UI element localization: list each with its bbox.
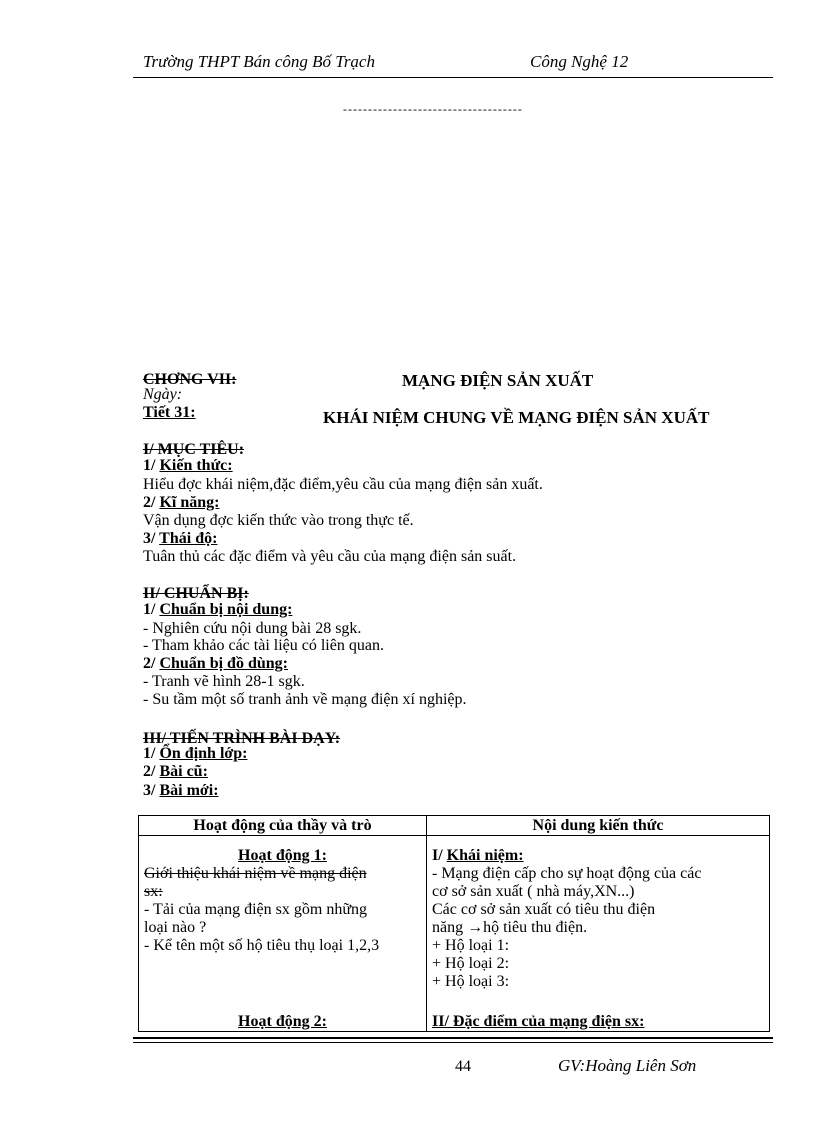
chapter-title: MẠNG ĐIỆN SẢN XUẤT bbox=[402, 371, 594, 390]
subject-name: Công Nghệ 12 bbox=[530, 52, 629, 71]
activity-1-line: sx: bbox=[144, 883, 163, 900]
skills-heading bbox=[143, 494, 219, 512]
content-1-number: I/ bbox=[432, 847, 443, 864]
materials-prep-label: Chuẩn bị đồ dùng: bbox=[159, 655, 288, 672]
class-stabilize-label: Ổn định lớp: bbox=[159, 745, 248, 762]
lesson-table bbox=[138, 815, 770, 1032]
skills-label: Kĩ năng: bbox=[159, 494, 220, 511]
lesson-title: KHÁI NIỆM CHUNG VỀ MẠNG ĐIỆN SẢN XUẤT bbox=[323, 408, 710, 427]
knowledge-number: 1/ bbox=[143, 457, 156, 474]
materials-prep-number: 2/ bbox=[143, 655, 156, 672]
new-lesson-number: 3/ bbox=[143, 782, 156, 799]
skills-number: 2/ bbox=[143, 494, 156, 511]
new-lesson-heading bbox=[143, 782, 219, 800]
content-1-line: cơ sở sản xuất ( nhà máy,XN...) bbox=[432, 883, 635, 900]
activity-1-title: Hoạt động 1: bbox=[238, 847, 327, 864]
content-prep-item: - Tham khảo các tài liệu có liên quan. bbox=[143, 637, 384, 654]
content-prep-heading bbox=[143, 601, 292, 619]
teacher-name: GV:Hoàng Liên Sơn bbox=[558, 1056, 697, 1075]
content-1-line: + Hộ loại 2: bbox=[432, 955, 510, 972]
content-1-heading bbox=[432, 836, 764, 865]
content-2-title: II/ Đặc điểm của mạng điện sx: bbox=[432, 1013, 645, 1030]
content-1-line: Các cơ sở sản xuất có tiêu thu điện bbox=[432, 901, 656, 918]
col-content-header: Nội dung kiến thức bbox=[427, 816, 770, 836]
class-stabilize-heading bbox=[143, 745, 247, 763]
objectives-heading: I/ MỤC TIÊU: bbox=[143, 441, 245, 458]
content-1-line: năng →hộ tiêu thu điện. bbox=[432, 919, 588, 936]
content-prep-label: Chuẩn bị nội dung: bbox=[159, 601, 293, 618]
col-activities-header: Hoạt động của thầy và trò bbox=[139, 816, 427, 836]
school-name: Trường THPT Bán công Bố Trạch bbox=[143, 52, 375, 71]
attitude-number: 3/ bbox=[143, 530, 156, 547]
old-lesson-number: 2/ bbox=[143, 763, 156, 780]
content-cell bbox=[427, 836, 770, 1032]
footer-rule-thin bbox=[133, 1042, 773, 1043]
old-lesson-label: Bài cũ: bbox=[159, 763, 208, 780]
knowledge-text: Hiểu đợc khái niệm,đặc điểm,yêu cầu của mạng điện sản xuất. bbox=[143, 476, 543, 493]
attitude-text: Tuân thủ các đặc điểm và yêu cầu của mạng điện sản suất. bbox=[143, 548, 517, 565]
table-row bbox=[139, 836, 770, 1032]
content-1-title: Khái niệm: bbox=[446, 847, 524, 864]
process-heading: III/ TIẾN TRÌNH BÀI DẠY: bbox=[143, 730, 341, 747]
preparation-heading: II/ CHUẨN BỊ: bbox=[143, 585, 249, 602]
content-1-line: - Mạng điện cấp cho sự hoạt động của các bbox=[432, 865, 702, 882]
attitude-label: Thái độ: bbox=[159, 530, 218, 547]
dash-separator: ------------------------------------ bbox=[343, 102, 523, 116]
knowledge-heading bbox=[143, 457, 233, 475]
table-header-row bbox=[139, 816, 770, 836]
activity-1-line: - Kể tên một số hộ tiêu thụ loại 1,2,3 bbox=[144, 937, 380, 954]
skills-text: Vận dụng đợc kiến thức vào trong thực tế. bbox=[143, 512, 414, 529]
activity-1-line: - Tải của mạng điện sx gồm những bbox=[144, 901, 367, 918]
activity-1-line: Giới thiệu khái niệm về mạng điện bbox=[144, 865, 367, 882]
knowledge-label: Kiến thức: bbox=[159, 457, 233, 474]
content-1-line: + Hộ loại 1: bbox=[432, 937, 510, 954]
old-lesson-heading bbox=[143, 763, 208, 781]
content-prep-number: 1/ bbox=[143, 601, 156, 618]
materials-prep-item: - Su tầm một số tranh ảnh về mạng điện xí nghiệp. bbox=[143, 691, 467, 708]
activity-1-line: loại nào ? bbox=[144, 919, 207, 936]
date-label: Ngày: bbox=[143, 386, 183, 403]
footer-rule bbox=[133, 1037, 773, 1039]
materials-prep-heading bbox=[143, 655, 288, 673]
content-prep-item: - Nghiên cứu nội dung bài 28 sgk. bbox=[143, 620, 362, 637]
header-rule bbox=[133, 77, 773, 78]
new-lesson-label: Bài mới: bbox=[159, 782, 219, 799]
class-stabilize-number: 1/ bbox=[143, 745, 156, 762]
activity-2-title: Hoạt động 2: bbox=[238, 1013, 327, 1030]
page-number: 44 bbox=[455, 1058, 471, 1075]
attitude-heading bbox=[143, 530, 217, 548]
content-1-line: + Hộ loại 3: bbox=[432, 973, 510, 990]
activity-cell bbox=[139, 836, 427, 1032]
chapter-label: CHƠNG VII: bbox=[143, 371, 237, 388]
lesson-label: Tiết 31: bbox=[143, 404, 196, 421]
materials-prep-item: - Tranh vẽ hình 28-1 sgk. bbox=[143, 673, 305, 690]
